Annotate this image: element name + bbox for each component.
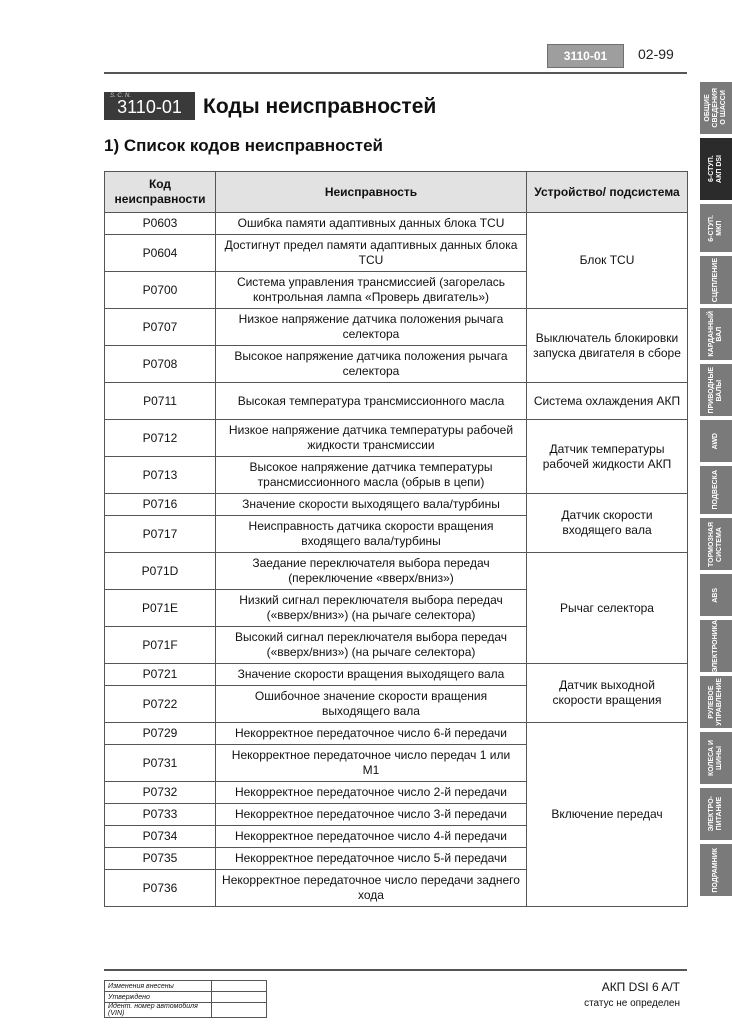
fault-description-cell: Некорректное передаточное число передачи заднего хода xyxy=(216,870,527,907)
fault-description-cell: Некорректное передаточное число 3-й передачи xyxy=(216,804,527,826)
fault-code-cell: P0708 xyxy=(105,346,216,383)
device-cell: Включение передач xyxy=(527,723,688,907)
fault-code-cell: P0736 xyxy=(105,870,216,907)
fault-description-cell: Ошибочное значение скорости вращения выходящего вала xyxy=(216,686,527,723)
fault-code-cell: P0735 xyxy=(105,848,216,870)
chapter-tab[interactable] xyxy=(700,308,732,360)
chapter-tab[interactable] xyxy=(700,788,732,840)
fault-code-cell: P0716 xyxy=(105,494,216,516)
device-cell: Выключатель блокировки запуска двигателя в сборе xyxy=(527,309,688,383)
subsection-title: 1) Список кодов неисправностей xyxy=(104,136,383,155)
table-row xyxy=(105,553,688,590)
chapter-tab[interactable] xyxy=(700,676,732,728)
fault-code-cell: P0731 xyxy=(105,745,216,782)
chapter-tab[interactable] xyxy=(700,420,732,462)
fault-description-cell: Низкое напряжение датчика положения рычага селектора xyxy=(216,309,527,346)
fault-code-cell: P0734 xyxy=(105,826,216,848)
chapter-tab-label: 6-СТУП. АКП DSI xyxy=(708,155,723,183)
table-row xyxy=(105,383,688,420)
chapter-tab-label: ПОДВЕСКА xyxy=(712,470,719,510)
signature-row xyxy=(105,992,267,1003)
page-number: 02-99 xyxy=(638,46,674,62)
chapter-tab-label: ЭЛЕКТРОНИКА xyxy=(712,619,719,673)
fault-code-cell: P071F xyxy=(105,627,216,664)
fault-code-cell: P0603 xyxy=(105,213,216,235)
chapter-tab[interactable] xyxy=(700,138,732,200)
fault-code-cell: P0711 xyxy=(105,383,216,420)
chapter-tab-label: ПОДРАМНИК xyxy=(712,847,719,893)
signature-value xyxy=(212,992,267,1003)
footer-status: статус не определен xyxy=(584,998,680,1009)
chapter-tab-label: 6-СТУП. МКП xyxy=(708,214,723,242)
fault-code-cell: P0733 xyxy=(105,804,216,826)
fault-codes-table xyxy=(104,171,688,907)
chapter-tab[interactable] xyxy=(700,844,732,896)
table-row xyxy=(105,213,688,235)
fault-description-cell: Система управления трансмиссией (загорелась контрольная лампа «Проверь двигатель») xyxy=(216,272,527,309)
fault-code-cell: P071D xyxy=(105,553,216,590)
footer-title: АКП DSI 6 A/T xyxy=(601,980,680,994)
table-row xyxy=(105,494,688,516)
chapter-tab[interactable] xyxy=(700,466,732,514)
table-header-row xyxy=(105,172,688,213)
fault-description-cell: Низкий сигнал переключателя выбора передач («вверх/вниз») (на рычаге селектора) xyxy=(216,590,527,627)
fault-description-cell: Некорректное передаточное число 6-й передачи xyxy=(216,723,527,745)
chapter-tab[interactable] xyxy=(700,364,732,416)
chapter-tab-label: ОБЩИЕ СВЕДЕНИЯ О ШАССИ xyxy=(704,88,727,128)
signature-value xyxy=(212,1003,267,1018)
fault-description-cell: Высокий сигнал переключателя выбора передач («вверх/вниз») (на рычаге селектора) xyxy=(216,627,527,664)
table-row xyxy=(105,420,688,457)
table-body xyxy=(105,213,688,907)
fault-description-cell: Некорректное передаточное число 2-й передачи xyxy=(216,782,527,804)
fault-code-cell: P0713 xyxy=(105,457,216,494)
device-cell: Датчик температуры рабочей жидкости АКП xyxy=(527,420,688,494)
device-cell: Датчик скорости входящего вала xyxy=(527,494,688,553)
chapter-tab[interactable] xyxy=(700,518,732,570)
chapter-tab[interactable] xyxy=(700,82,732,134)
fault-code-cell: P071E xyxy=(105,590,216,627)
fault-description-cell: Некорректное передаточное число 4-й передачи xyxy=(216,826,527,848)
fault-code-cell: P0700 xyxy=(105,272,216,309)
signature-label: Утверждено xyxy=(105,992,212,1003)
section-badge-caption: S. C. N. xyxy=(110,93,132,99)
chapter-tab[interactable] xyxy=(700,574,732,616)
fault-description-cell: Низкое напряжение датчика температуры рабочей жидкости трансмиссии xyxy=(216,420,527,457)
fault-code-cell: P0721 xyxy=(105,664,216,686)
device-cell: Система охлаждения АКП xyxy=(527,383,688,420)
fault-description-cell: Высокое напряжение датчика положения рычага селектора xyxy=(216,346,527,383)
section-title: Коды неисправностей xyxy=(203,95,437,118)
signature-row xyxy=(105,1003,267,1018)
fault-description-cell: Некорректное передаточное число передач 1 или M1 xyxy=(216,745,527,782)
signature-table xyxy=(104,980,267,1018)
chapter-tab-label: ЭЛЕКТРО- ПИТАНИЕ xyxy=(708,796,723,832)
fault-description-cell: Высокая температура трансмиссионного масла xyxy=(216,383,527,420)
signature-label: Изменения внесены xyxy=(105,981,212,992)
fault-description-cell: Высокое напряжение датчика температуры трансмиссионного масла (обрыв в цепи) xyxy=(216,457,527,494)
fault-code-cell: P0732 xyxy=(105,782,216,804)
fault-code-cell: P0707 xyxy=(105,309,216,346)
fault-code-cell: P0712 xyxy=(105,420,216,457)
signature-label: Идент. номер автомобиля (VIN) xyxy=(105,1003,212,1018)
device-cell: Рычаг селектора xyxy=(527,553,688,664)
table-row xyxy=(105,664,688,686)
signature-value xyxy=(212,981,267,992)
device-cell: Блок TCU xyxy=(527,213,688,309)
table-row xyxy=(105,723,688,745)
chapter-tab-label: ТОРМОЗНАЯ СИСТЕМА xyxy=(708,521,723,567)
header-device: Устройство/ подсистема xyxy=(527,172,688,213)
fault-code-cell: P0729 xyxy=(105,723,216,745)
chapter-tab-label: КОЛЕСА И ШИНЫ xyxy=(708,739,723,777)
fault-description-cell: Ошибка памяти адаптивных данных блока TCU xyxy=(216,213,527,235)
fault-description-cell: Значение скорости выходящего вала/турбины xyxy=(216,494,527,516)
header-fault: Неисправность xyxy=(216,172,527,213)
fault-code-cell: P0604 xyxy=(105,235,216,272)
fault-description-cell: Значение скорости вращения выходящего вала xyxy=(216,664,527,686)
header-code: Код неисправности xyxy=(105,172,216,213)
chapter-tab-label: РУЛЕВОЕ УПРАВЛЕНИЕ xyxy=(708,678,723,726)
section-badge-number: 3110-01 xyxy=(117,97,182,117)
chapter-tab[interactable] xyxy=(700,256,732,304)
fault-description-cell: Заедание переключателя выбора передач (переключение «вверх/вниз») xyxy=(216,553,527,590)
fault-code-cell: P0717 xyxy=(105,516,216,553)
chapter-tab[interactable] xyxy=(700,732,732,784)
chapter-tab-label: КАРДАННЫЙ ВАЛ xyxy=(708,311,723,357)
chapter-tab-label: СЦЕПЛЕНИЕ xyxy=(712,257,719,303)
fault-code-cell: P0722 xyxy=(105,686,216,723)
section-code-box: 3110-01 xyxy=(547,44,624,68)
chapter-tab-label: AWD xyxy=(712,432,719,450)
chapter-tab[interactable] xyxy=(700,620,732,672)
fault-description-cell: Некорректное передаточное число 5-й передачи xyxy=(216,848,527,870)
chapter-tab[interactable] xyxy=(700,204,732,252)
chapter-tabs xyxy=(700,82,732,900)
footer-divider xyxy=(104,969,687,971)
chapter-tab-label: ПРИВОДНЫЕ ВАЛЫ xyxy=(708,366,723,414)
section-badge xyxy=(104,92,195,120)
fault-description-cell: Достигнут предел памяти адаптивных данных блока TCU xyxy=(216,235,527,272)
fault-description-cell: Неисправность датчика скорости вращения входящего вала/турбины xyxy=(216,516,527,553)
chapter-tab-label: ABS xyxy=(712,587,719,603)
header-divider xyxy=(104,72,687,74)
device-cell: Датчик выходной скорости вращения xyxy=(527,664,688,723)
table-row xyxy=(105,309,688,346)
signature-row xyxy=(105,981,267,992)
